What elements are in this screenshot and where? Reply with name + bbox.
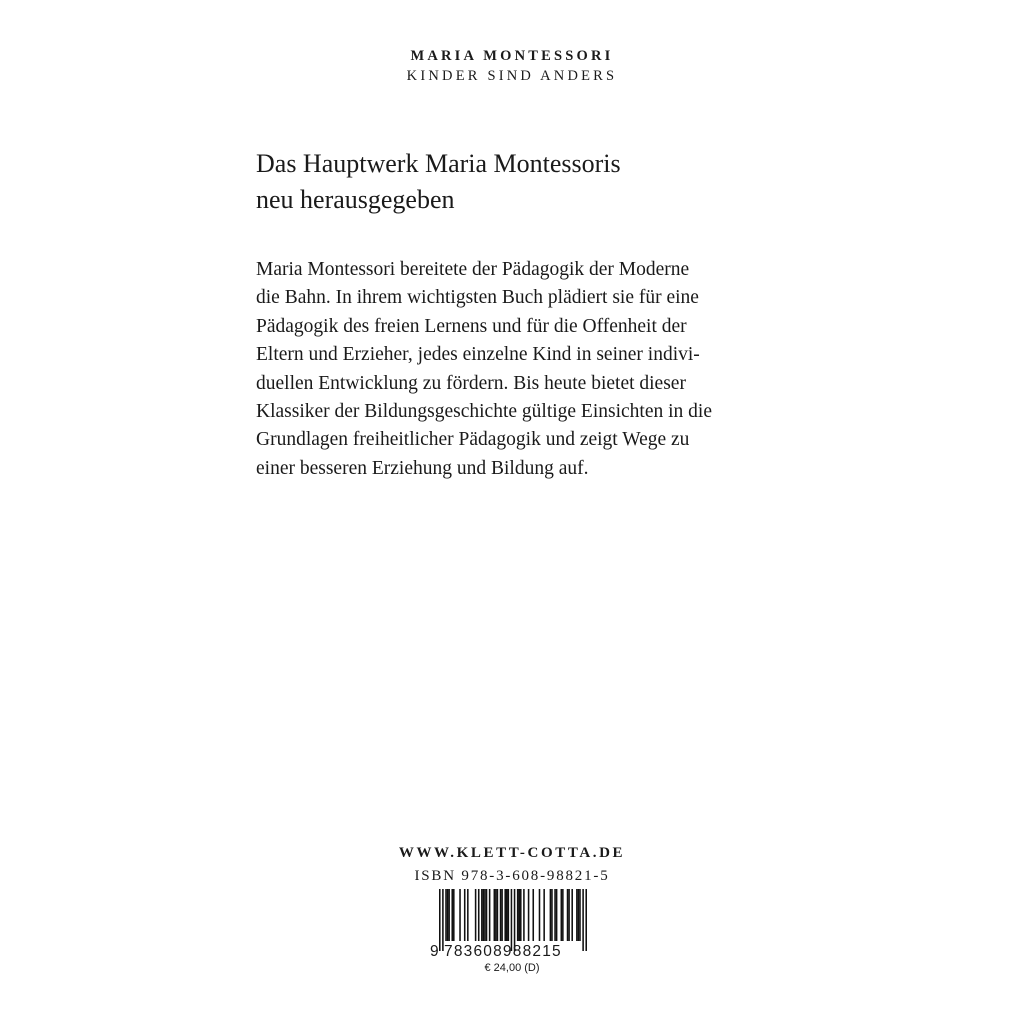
barcode-guard-bar [514, 889, 516, 951]
barcode-bar [484, 889, 486, 941]
barcode-bar [486, 889, 488, 941]
barcode-bar [576, 889, 578, 941]
headline-line: neu herausgegeben [256, 185, 455, 214]
barcode-bar [445, 889, 447, 941]
barcode-bar [518, 889, 520, 941]
barcode-bar [495, 889, 497, 941]
barcode-bar [561, 889, 563, 941]
barcode-bar [501, 889, 503, 941]
barcode-bar [532, 889, 534, 941]
barcode-bar [554, 889, 556, 941]
blurb-line: die Bahn. In ihrem wichtigsten Buch plädiert sie für eine [256, 287, 699, 309]
blurb-line: Klassiker der Bildungsgeschichte gültige Einsichten in die [256, 401, 712, 423]
blurb-line: duellen Entwicklung zu fördern. Bis heute bietet dieser [256, 372, 686, 394]
barcode-guard-bar [442, 889, 444, 951]
barcode-bar [543, 889, 545, 941]
author-name: MARIA MONTESSORI [410, 48, 614, 64]
isbn-text: ISBN 978-3-608-98821-5 [414, 868, 610, 884]
barcode-bar [475, 889, 477, 941]
barcode-bar [453, 889, 455, 941]
barcode-bar [494, 889, 496, 941]
barcode-bar [578, 889, 580, 941]
barcode-first-digit: 9 [430, 943, 440, 960]
publisher-footer [0, 843, 1024, 886]
book-title: KINDER SIND ANDERS [406, 68, 618, 84]
barcode-bar [551, 889, 553, 941]
barcode-bar [448, 889, 450, 941]
barcode-bar [497, 889, 499, 941]
barcode-bar [567, 889, 569, 941]
barcode-bar [568, 889, 570, 941]
barcode-bar [447, 889, 449, 941]
barcode-bars [439, 889, 587, 951]
blurb-line: Maria Montessori bereitete der Pädagogik der Moderne [256, 259, 690, 280]
barcode-bar [508, 889, 510, 941]
blurb-text [256, 256, 776, 483]
barcode-bar [550, 889, 552, 941]
barcode-bar [528, 889, 530, 941]
barcode-bar [517, 889, 519, 941]
barcode-guard-bar [582, 889, 584, 951]
barcode-bar [571, 889, 573, 941]
blurb-line: Pädagogik des freien Lernens und für die Offenheit der [256, 315, 687, 337]
blurb-line: Eltern und Erzieher, jedes einzelne Kind in seiner indivi- [256, 344, 700, 366]
barcode-bar [481, 889, 483, 941]
cover-header [0, 46, 1024, 86]
barcode-bar [523, 889, 525, 941]
barcode-guard-bar [439, 889, 441, 951]
barcode-bar [459, 889, 461, 941]
barcode-bar [478, 889, 480, 941]
barcode-bar [500, 889, 502, 941]
barcode-bar [539, 889, 541, 941]
blurb-line: einer besseren Erziehung und Bildung auf. [256, 457, 589, 479]
barcode-bar [520, 889, 522, 941]
barcode-bar [483, 889, 485, 941]
headline [256, 146, 776, 218]
barcode-bar [467, 889, 469, 941]
publisher-website: WWW.KLETT-COTTA.DE [398, 845, 626, 861]
price-label: € 24,00 (D) [484, 962, 540, 974]
barcode-guard-bar [585, 889, 587, 951]
barcode-bar [489, 889, 491, 941]
barcode-bar [556, 889, 558, 941]
barcode-bar [504, 889, 506, 941]
barcode-bar [562, 889, 564, 941]
barcode-guard-bar [511, 889, 513, 951]
blurb-line: Grundlagen freiheitlicher Pädagogik und zeigt Wege zu [256, 429, 690, 451]
barcode-bar [579, 889, 581, 941]
barcode-bar [464, 889, 466, 941]
barcode-bar [506, 889, 508, 941]
headline-line: Das Hauptwerk Maria Montessoris [256, 149, 621, 178]
barcode-digit-groups: 783608988215 [444, 943, 562, 960]
barcode-bar [451, 889, 453, 941]
